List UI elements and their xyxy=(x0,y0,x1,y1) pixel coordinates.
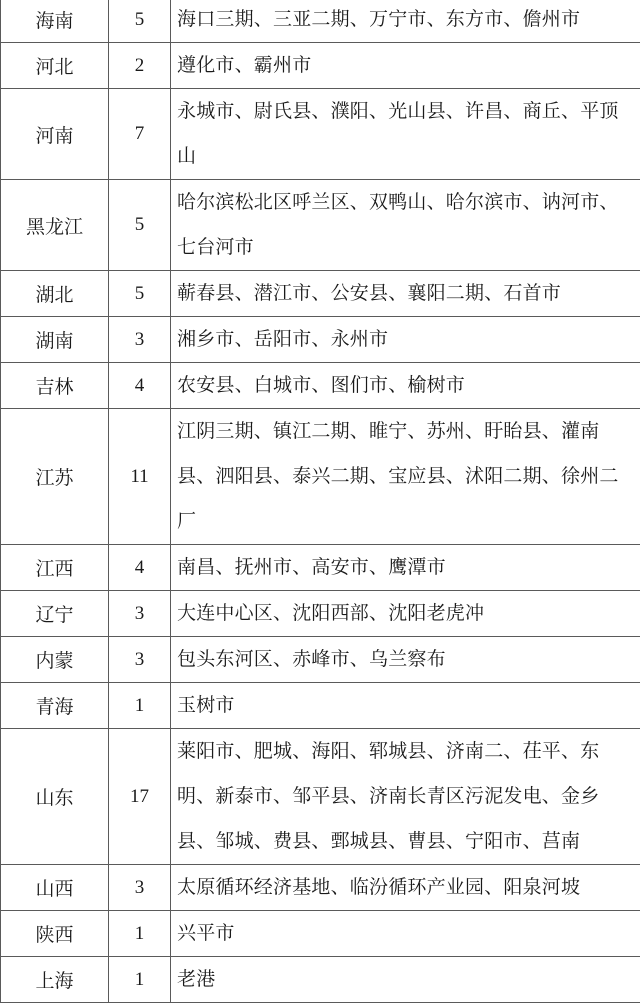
table-row xyxy=(1,363,640,409)
count-cell: 7 xyxy=(109,89,171,180)
province-cell: 山西 xyxy=(1,865,109,911)
province-cell: 山东 xyxy=(1,729,109,865)
province-cell: 湖南 xyxy=(1,317,109,363)
table-row xyxy=(1,545,640,591)
table-row xyxy=(1,89,640,180)
count-cell: 3 xyxy=(109,591,171,637)
table-row xyxy=(1,729,640,865)
table-row xyxy=(1,591,640,637)
province-cell: 青海 xyxy=(1,683,109,729)
table-body xyxy=(1,0,640,1003)
province-cell: 内蒙 xyxy=(1,637,109,683)
sites-cell: 南昌、抚州市、高安市、鹰潭市 xyxy=(171,545,640,591)
count-cell: 1 xyxy=(109,911,171,957)
province-cell: 河北 xyxy=(1,43,109,89)
table-row xyxy=(1,43,640,89)
province-cell: 陕西 xyxy=(1,911,109,957)
count-cell: 1 xyxy=(109,683,171,729)
sites-cell: 兴平市 xyxy=(171,911,640,957)
sites-cell: 蕲春县、潜江市、公安县、襄阳二期、石首市 xyxy=(171,271,640,317)
count-cell: 1 xyxy=(109,957,171,1003)
sites-cell: 玉树市 xyxy=(171,683,640,729)
table-row xyxy=(1,271,640,317)
count-cell: 17 xyxy=(109,729,171,865)
table-row xyxy=(1,957,640,1003)
table-row xyxy=(1,409,640,545)
count-cell: 3 xyxy=(109,317,171,363)
count-cell: 3 xyxy=(109,637,171,683)
count-cell: 5 xyxy=(109,271,171,317)
count-cell: 3 xyxy=(109,865,171,911)
province-cell: 上海 xyxy=(1,957,109,1003)
province-cell: 吉林 xyxy=(1,363,109,409)
sites-cell: 大连中心区、沈阳西部、沈阳老虎冲 xyxy=(171,591,640,637)
province-cell: 江苏 xyxy=(1,409,109,545)
count-cell: 2 xyxy=(109,43,171,89)
count-cell: 5 xyxy=(109,0,171,43)
table-row xyxy=(1,180,640,271)
table-row xyxy=(1,0,640,43)
province-cell: 辽宁 xyxy=(1,591,109,637)
count-cell: 4 xyxy=(109,545,171,591)
sites-cell: 哈尔滨松北区呼兰区、双鸭山、哈尔滨市、讷河市、七台河市 xyxy=(171,180,640,271)
count-cell: 5 xyxy=(109,180,171,271)
table-row xyxy=(1,911,640,957)
province-cell: 黑龙江 xyxy=(1,180,109,271)
sites-cell: 太原循环经济基地、临汾循环产业园、阳泉河坡 xyxy=(171,865,640,911)
sites-cell: 包头东河区、赤峰市、乌兰察布 xyxy=(171,637,640,683)
table-row xyxy=(1,865,640,911)
sites-cell: 莱阳市、肥城、海阳、郓城县、济南二、茌平、东明、新泰市、邹平县、济南长青区污泥发电、金乡县、邹城、费县、鄄城县、曹县、宁阳市、莒南 xyxy=(171,729,640,865)
count-cell: 11 xyxy=(109,409,171,545)
sites-cell: 遵化市、霸州市 xyxy=(171,43,640,89)
sites-cell: 海口三期、三亚二期、万宁市、东方市、儋州市 xyxy=(171,0,640,43)
sites-cell: 老港 xyxy=(171,957,640,1003)
sites-cell: 湘乡市、岳阳市、永州市 xyxy=(171,317,640,363)
table-row xyxy=(1,317,640,363)
table-row xyxy=(1,683,640,729)
count-cell: 4 xyxy=(109,363,171,409)
province-cell: 江西 xyxy=(1,545,109,591)
sites-cell: 江阴三期、镇江二期、睢宁、苏州、盱眙县、灌南县、泗阳县、泰兴二期、宝应县、沭阳二期、徐州二厂 xyxy=(171,409,640,545)
sites-cell: 农安县、白城市、图们市、榆树市 xyxy=(171,363,640,409)
province-cell: 湖北 xyxy=(1,271,109,317)
province-cell: 海南 xyxy=(1,0,109,43)
table-row xyxy=(1,637,640,683)
province-cell: 河南 xyxy=(1,89,109,180)
sites-cell: 永城市、尉氏县、濮阳、光山县、许昌、商丘、平顶山 xyxy=(171,89,640,180)
